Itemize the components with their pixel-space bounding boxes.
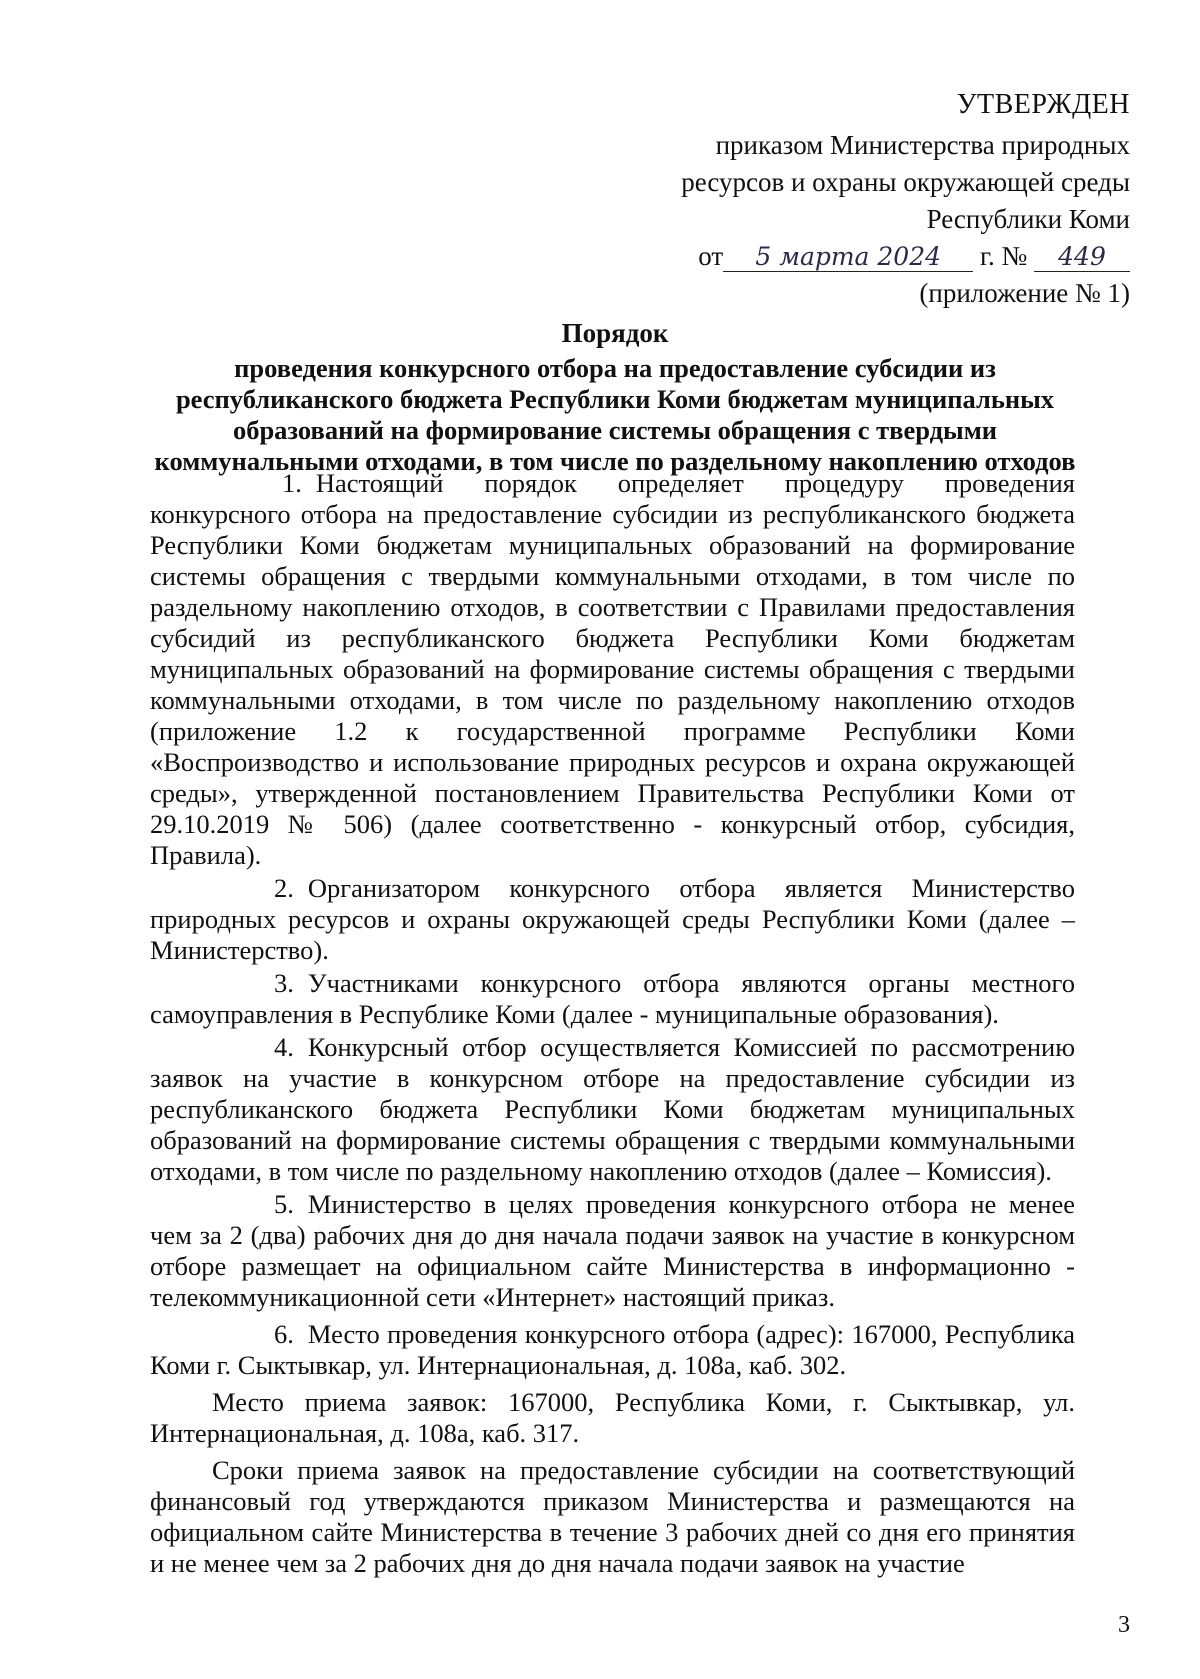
approved-heading: УТВЕРЖДЕН (956, 89, 1130, 120)
title-main: Порядок (561, 318, 669, 348)
paragraph-number: 3. (274, 968, 294, 998)
paragraph-reception-terms (150, 1455, 1075, 1579)
approval-line-2: ресурсов и охраны окружающей среды (681, 167, 1130, 197)
order-date-number-line (610, 238, 1130, 275)
handwritten-date: 5 марта 2024 (723, 243, 973, 272)
title-subtitle: проведения конкурсного отбора на предоставление субсидии из республиканского бюджета Республики Коми бюджетам муниципальных образований на формирование системы обращения с твердыми коммунальными отходами, в том числе по раздельному накоплению отходов (154, 353, 1076, 476)
paragraph-text: Участниками конкурсного отбора являются органы местного самоуправления в Республике Коми (далее - муниципальные образования). (150, 968, 1075, 1029)
paragraph-number: 5. (274, 1189, 294, 1219)
approval-line-1: приказом Министерства природных (715, 130, 1130, 160)
document-title (150, 318, 1080, 477)
paragraph-6 (150, 1319, 1075, 1381)
paragraph-reception-place (150, 1387, 1075, 1449)
paragraph-number: 2. (274, 873, 294, 903)
appendix-label: (приложение № 1) (919, 278, 1130, 308)
paragraph-2 (150, 873, 1075, 966)
page-number: 3 (1118, 1612, 1130, 1638)
paragraph-4 (150, 1032, 1075, 1187)
paragraph-1 (150, 468, 1075, 871)
paragraph-number: 6. (274, 1319, 294, 1349)
approval-line-3: Республики Коми (926, 204, 1130, 234)
paragraph-text: Организатором конкурсного отбора является Министерство природных ресурсов и охраны окружающей среды Республики Коми (далее – Министерство). (150, 873, 1075, 965)
paragraph-text: Конкурсный отбор осуществляется Комиссией по рассмотрению заявок на участие в конкурсном отборе на предоставление субсидии из республиканского бюджета Республики Коми бюджетам муниципальных образований на формирование системы обращения с твердыми коммунальными отходами, в том числе по раздельному накоплению отходов (далее – Комиссия). (150, 1032, 1075, 1186)
approval-stamp-block (610, 86, 1130, 312)
number-label: г. № (979, 241, 1028, 271)
paragraph-text: Место приема заявок: 167000, Республика Коми, г. Сыктывкар, ул. Интернациональная, д. 108а, каб. 317. (150, 1387, 1075, 1448)
paragraph-text: Министерство в целях проведения конкурсного отбора не менее чем за 2 (два) рабочих дня до дня начала подачи заявок на участие в конкурсном отборе размещает на официальном сайте Министерства в информационно - телекоммуникационной сети «Интернет» настоящий приказ. (150, 1189, 1075, 1312)
paragraph-text: Сроки приема заявок на предоставление субсидии на соответствующий финансовый год утверждаются приказом Министерства и размещаются на официальном сайте Министерства в течение 3 рабочих дней со дня его принятия и не менее чем за 2 рабочих дня до дня начала подачи заявок на участие (150, 1455, 1075, 1578)
paragraph-3 (150, 968, 1075, 1030)
paragraph-text: Настоящий порядок определяет процедуру проведения конкурсного отбора на предоставление субсидии из республиканского бюджета Республики Коми бюджетам муниципальных образований на формирование системы обращения с твердыми коммунальными отходами, в том числе по раздельному накоплению отходов, в соответствии с Правилами предоставления субсидий из республиканского бюджета Республики Коми бюджетам муниципальных образований на формирование системы обращения с твердыми коммунальными отходами, в том числе по раздельному накоплению отходов (приложение 1.2 к государственной программе Республики Коми «Воспроизводство и использование природных ресурсов и охрана окружающей среды», утвержденной постановлением Правительства Республики Коми от 29.10.2019 № 506) (далее соответственно - конкурсный отбор, субсидия, Правила). (150, 468, 1075, 870)
paragraph-5 (150, 1189, 1075, 1313)
handwritten-order-number: 449 (1034, 243, 1130, 272)
paragraph-text: Место проведения конкурсного отбора (адрес): 167000, Республика Коми г. Сыктывкар, ул. Интернациональная, д. 108а, каб. 302. (150, 1319, 1075, 1380)
from-label: от (698, 241, 724, 271)
paragraph-number: 4. (274, 1032, 294, 1062)
paragraph-number: 1. (282, 468, 302, 498)
document-body (150, 468, 1075, 1581)
